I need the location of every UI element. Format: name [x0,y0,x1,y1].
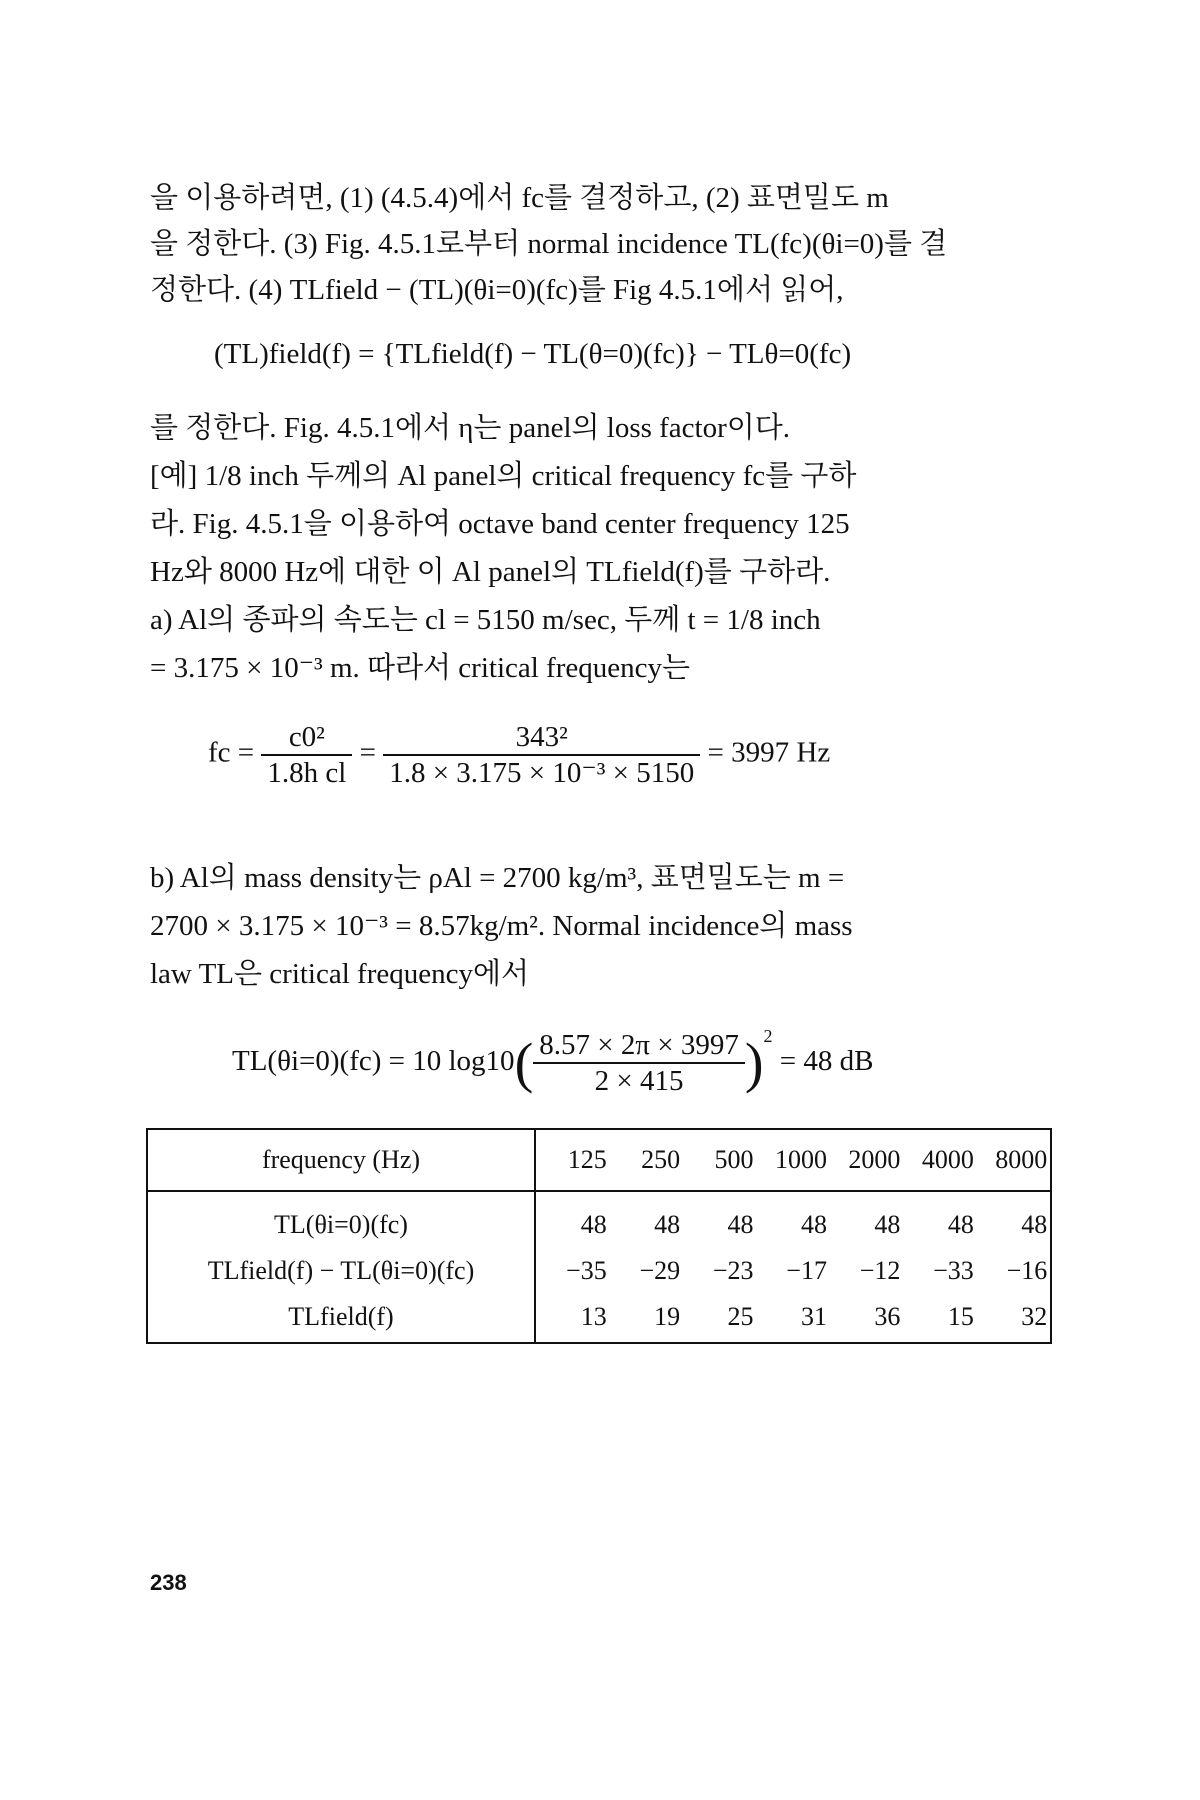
table-row [536,1294,1050,1340]
paragraph2-line4: Hz와 8000 Hz에 대한 이 Al panel의 TLfield(f)를 구하라. [150,556,831,588]
formula3-lhs: TL(θi=0)(fc) = 10 log10 [232,1045,515,1077]
frequency-results-table [146,1128,1052,1344]
cell: −33 [933,1256,974,1285]
table-header-frequencies [535,1129,1051,1191]
table-header-label: frequency (Hz) [147,1129,535,1191]
page-number: 238 [150,1570,187,1595]
freq-125: 125 [567,1145,607,1174]
freq-500: 500 [714,1145,754,1174]
freq-250: 250 [641,1145,681,1174]
freq-4000: 4000 [921,1145,974,1174]
table-row-values [535,1191,1051,1343]
formula3-result: = 48 dB [779,1045,874,1077]
formula2-fraction1 [261,720,352,790]
paragraph2-line6: = 3.175 × 10⁻³ m. 따라서 critical frequency는 [150,652,691,684]
table-body [147,1191,1051,1343]
cell: 32 [1021,1302,1048,1331]
formula2-fraction2 [383,720,700,790]
row-label-tl-field: TLfield(f) [288,1302,394,1331]
paragraph1-line2: 을 정한다. (3) Fig. 4.5.1로부터 normal incidence TL(fc)(θi=0)를 결 [150,228,948,260]
cell: 48 [800,1210,827,1239]
formula2-frac2-numerator: 343² [515,721,568,753]
formula2-frac2-denominator: 1.8 × 3.175 × 10⁻³ × 5150 [383,754,700,790]
cell: −23 [712,1256,754,1285]
cell: 25 [727,1302,754,1331]
paragraph1-line1: 을 이용하려면, (1) (4.5.4)에서 fc를 결정하고, (2) 표면밀도 m [150,182,889,214]
cell: −29 [639,1256,681,1285]
freq-1000: 1000 [774,1145,827,1174]
formula-critical-frequency [208,720,830,790]
formula3-right-paren: ) [744,1032,764,1095]
paragraph2-line3: 라. Fig. 4.5.1을 이용하여 octave band center frequency 125 [150,508,850,540]
formula2-frac1-denominator: 1.8h cl [261,754,352,790]
formula3-numerator: 8.57 × 2π × 3997 [539,1029,739,1062]
row-label-tl-normal: TL(θi=0)(fc) [274,1210,408,1239]
cell: 48 [580,1210,607,1239]
freq-8000: 8000 [995,1145,1048,1174]
formula2-frac1-numerator: c0² [288,721,325,753]
formula2-result: = 3997 Hz [707,736,831,769]
paragraph3-line1: b) Al의 mass density는 ρAl = 2700 kg/m³, 표면밀도는 m = [150,862,845,894]
table-row [536,1248,1050,1294]
cell: 13 [580,1302,607,1331]
formula3-exponent: 2 [763,1026,773,1046]
formula3-left-paren: ( [514,1032,534,1095]
table-row [536,1202,1050,1248]
cell: 15 [947,1302,974,1331]
cell: 48 [1021,1210,1048,1239]
cell: −12 [859,1256,901,1285]
paragraph3-line2: 2700 × 3.175 × 10⁻³ = 8.57kg/m². Normal incidence의 mass [150,910,853,942]
formula-tl-field: (TL)field(f) = {TLfield(f) − TL(θ=0)(fc)} − TLθ=0(fc) [214,338,852,370]
table-header-row [147,1129,1051,1191]
cell: 19 [654,1302,681,1331]
cell: 48 [874,1210,901,1239]
cell: 36 [874,1302,901,1331]
formula2-equals: = [359,736,376,769]
freq-2000: 2000 [848,1145,901,1174]
table-row-labels [147,1191,535,1343]
paragraph2-line2: [예] 1/8 inch 두께의 Al panel의 critical frequency fc를 구하 [150,460,857,492]
paragraph2-line1: 를 정한다. Fig. 4.5.1에서 η는 panel의 loss factor이다. [150,412,791,444]
formula2-lhs: fc = [208,736,255,769]
formula3-denominator: 2 × 415 [533,1062,745,1098]
cell: 48 [727,1210,754,1239]
cell: 31 [800,1302,827,1331]
row-label-tl-difference: TLfield(f) − TL(θi=0)(fc) [207,1256,475,1285]
cell: 48 [947,1210,974,1239]
cell: −17 [786,1256,827,1285]
cell: −16 [1006,1256,1048,1285]
cell: 48 [654,1210,681,1239]
paragraph1-line3: 정한다. (4) TLfield − (TL)(θi=0)(fc)를 Fig 4.5.1에서 읽어, [150,274,844,306]
paragraph3-line3: law TL은 critical frequency에서 [150,958,529,990]
cell: −35 [566,1256,607,1285]
formula-mass-law-tl [232,1026,873,1098]
formula3-fraction [533,1028,745,1098]
paragraph2-line5: a) Al의 종파의 속도는 cl = 5150 m/sec, 두께 t = 1/8 inch [150,604,821,636]
